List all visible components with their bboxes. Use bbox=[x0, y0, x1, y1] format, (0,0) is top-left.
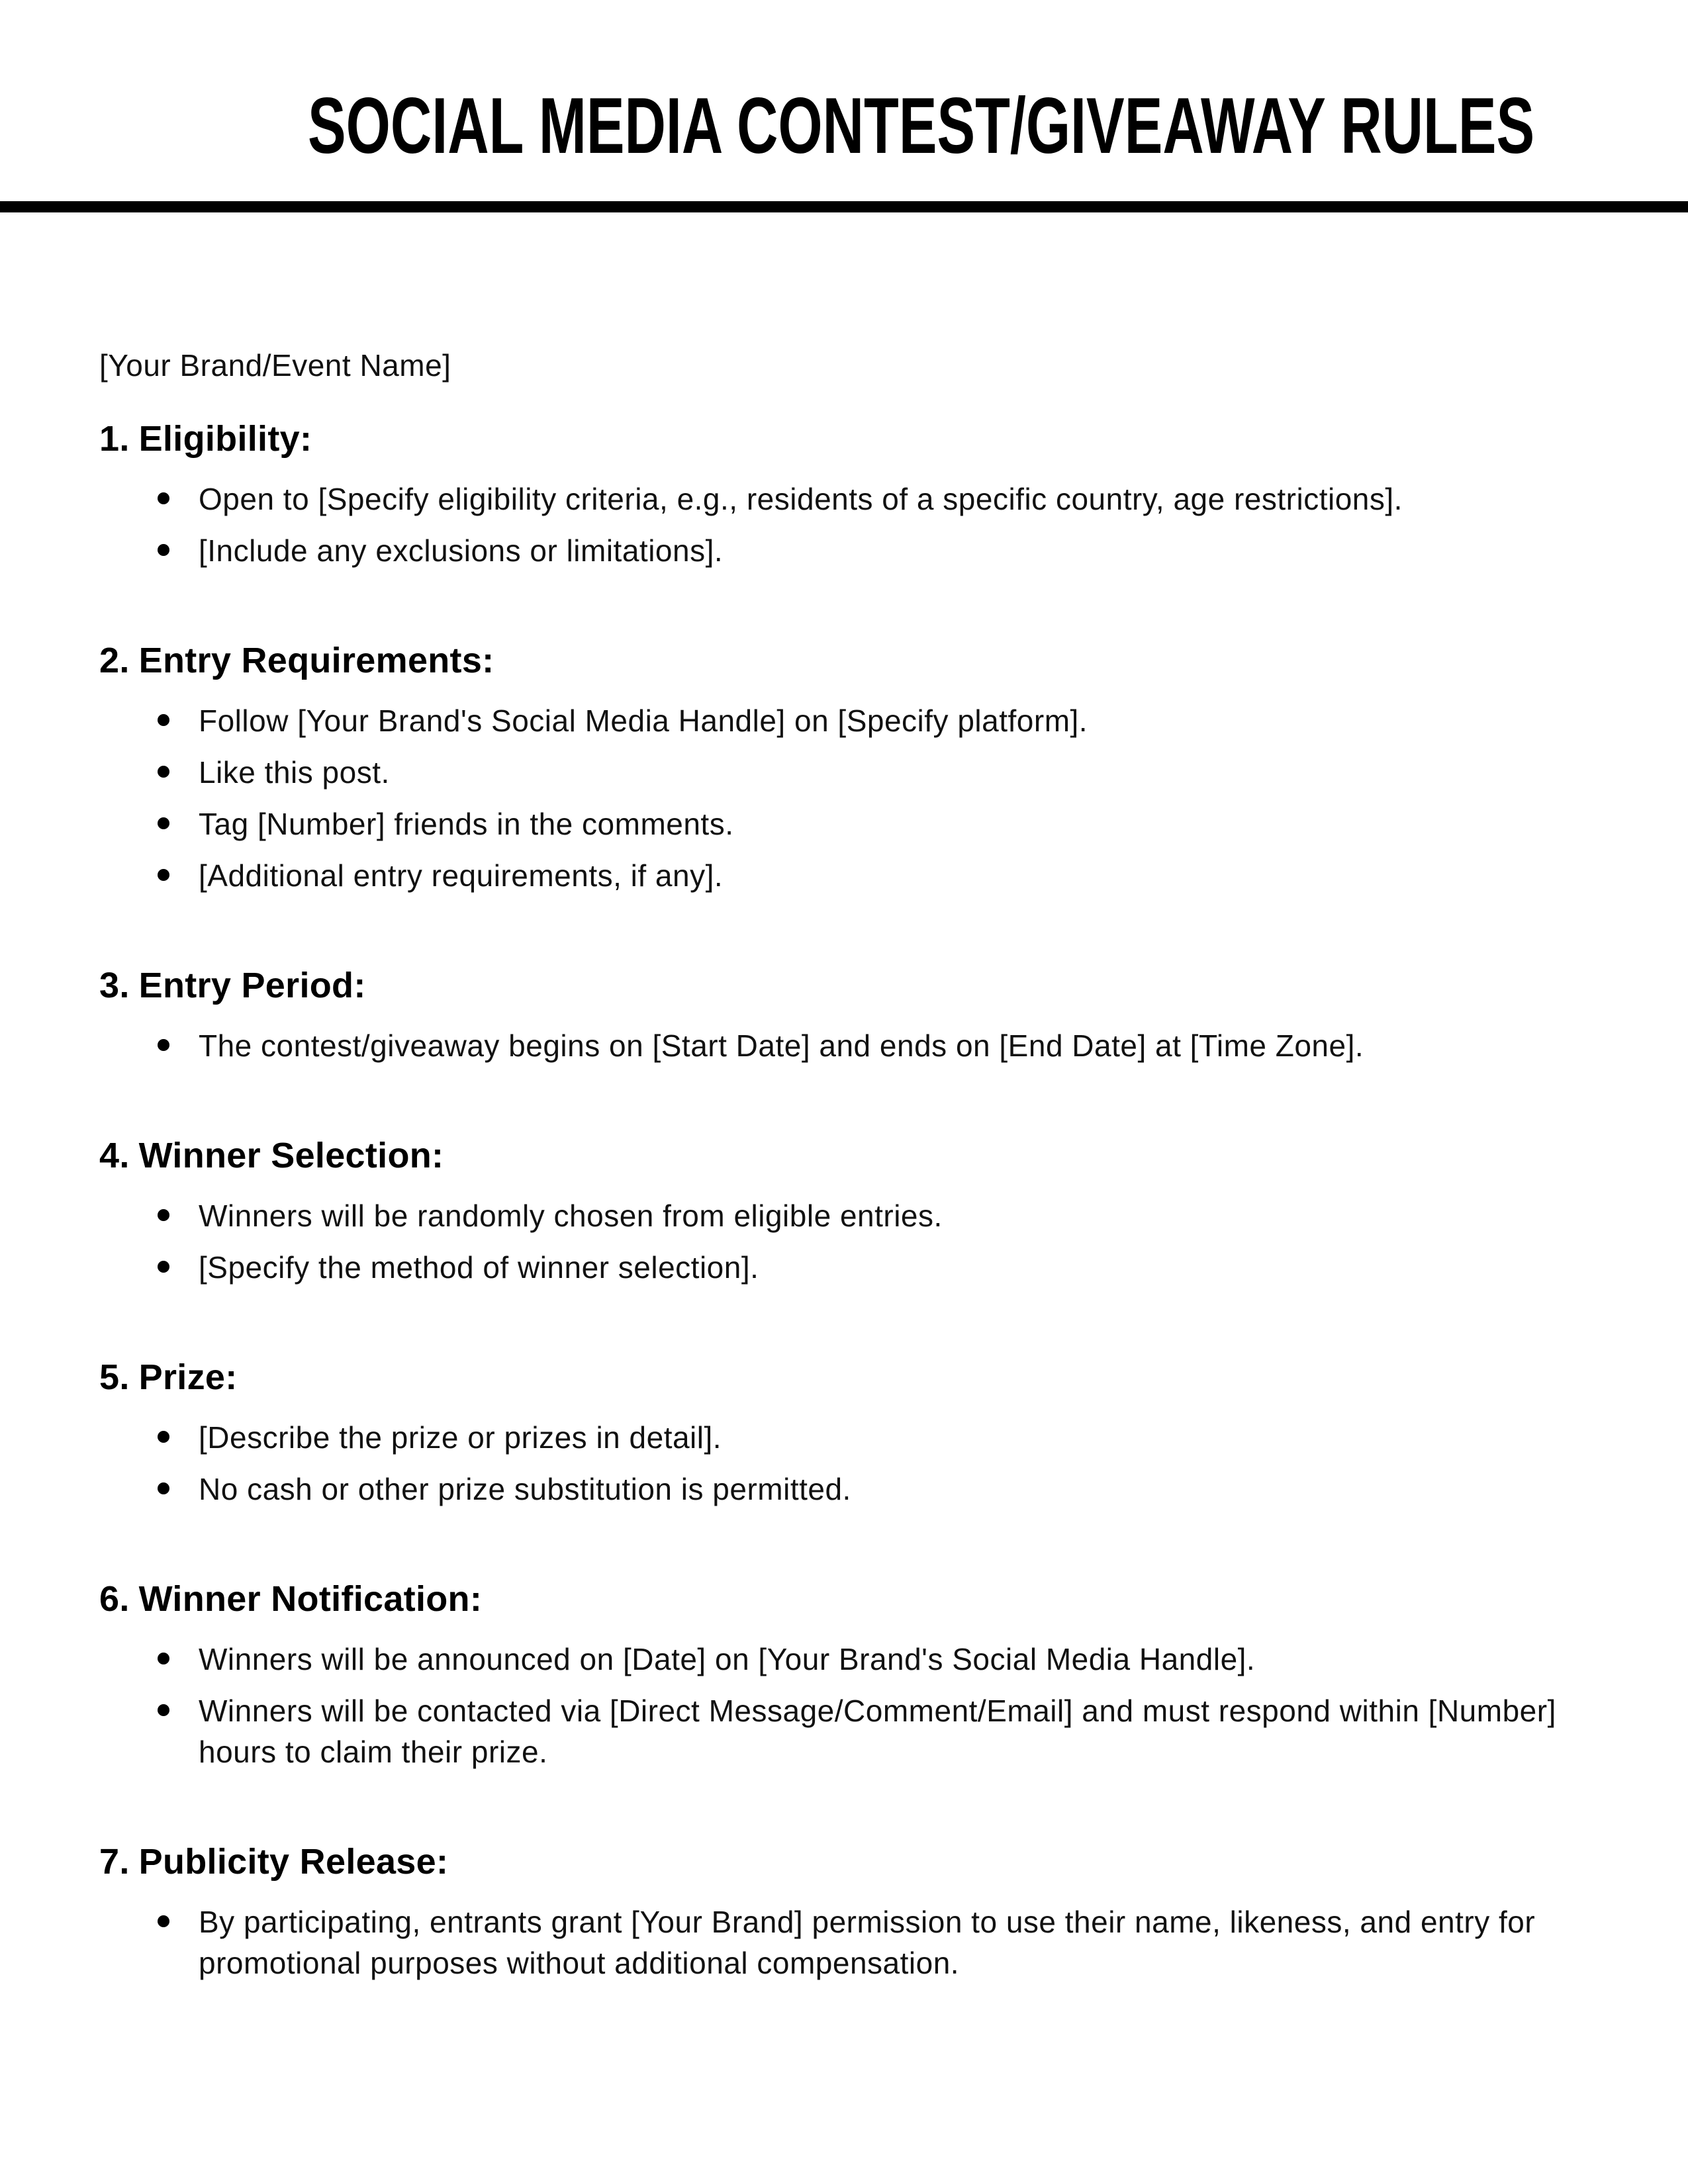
section-label: Winner Notification: bbox=[138, 1579, 483, 1619]
section-label: Entry Period: bbox=[138, 966, 366, 1005]
list-item: The contest/giveaway begins on [Start Date] and ends on [End Date] at [Time Zone]. bbox=[99, 1025, 1589, 1066]
section-entry-requirements bbox=[99, 641, 1589, 896]
list-item: Winners will be contacted via [Direct Message/Comment/Email] and must respond within [Number] hours to claim their prize. bbox=[99, 1690, 1589, 1772]
list-item: No cash or other prize substitution is permitted. bbox=[99, 1469, 1589, 1510]
section-label: Prize: bbox=[138, 1357, 238, 1397]
section-bullet-list bbox=[99, 1901, 1589, 1983]
section-number: 6. bbox=[99, 1579, 130, 1619]
brand-event-name-placeholder: [Your Brand/Event Name] bbox=[99, 348, 451, 383]
section-heading bbox=[99, 966, 1589, 1005]
section-number: 7. bbox=[99, 1842, 130, 1882]
section-label: Entry Requirements: bbox=[138, 641, 494, 680]
list-item: Like this post. bbox=[99, 752, 1589, 793]
section-heading bbox=[99, 1579, 1589, 1619]
section-heading bbox=[99, 1842, 1589, 1882]
title-divider bbox=[0, 201, 1688, 212]
section-heading bbox=[99, 641, 1589, 680]
section-winner-selection bbox=[99, 1136, 1589, 1288]
section-publicity-release bbox=[99, 1842, 1589, 1983]
section-bullet-list bbox=[99, 1639, 1589, 1772]
document-title: SOCIAL MEDIA CONTEST/GIVEAWAY RULES bbox=[307, 81, 1535, 170]
section-number: 3. bbox=[99, 966, 130, 1005]
section-bullet-list bbox=[99, 700, 1589, 896]
section-heading bbox=[99, 1136, 1589, 1175]
section-number: 5. bbox=[99, 1357, 130, 1397]
list-item: Winners will be announced on [Date] on [Your Brand's Social Media Handle]. bbox=[99, 1639, 1589, 1680]
section-entry-period bbox=[99, 966, 1589, 1066]
list-item: Follow [Your Brand's Social Media Handle] on [Specify platform]. bbox=[99, 700, 1589, 741]
section-prize bbox=[99, 1357, 1589, 1510]
section-heading bbox=[99, 1357, 1589, 1397]
list-item: [Describe the prize or prizes in detail]. bbox=[99, 1417, 1589, 1458]
section-bullet-list bbox=[99, 1195, 1589, 1288]
list-item: [Include any exclusions or limitations]. bbox=[99, 530, 1589, 571]
section-number: 4. bbox=[99, 1136, 130, 1175]
section-label: Publicity Release: bbox=[138, 1842, 449, 1882]
section-bullet-list bbox=[99, 1025, 1589, 1066]
section-eligibility bbox=[99, 419, 1589, 571]
section-bullet-list bbox=[99, 1417, 1589, 1510]
list-item: Tag [Number] friends in the comments. bbox=[99, 803, 1589, 844]
section-heading bbox=[99, 419, 1589, 459]
section-number: 2. bbox=[99, 641, 130, 680]
section-number: 1. bbox=[99, 419, 130, 459]
section-label: Eligibility: bbox=[138, 419, 312, 459]
list-item: By participating, entrants grant [Your Brand] permission to use their name, likeness, and entry for promotional purposes without additional compensation. bbox=[99, 1901, 1589, 1983]
list-item: Open to [Specify eligibility criteria, e.g., residents of a specific country, age restrictions]. bbox=[99, 478, 1589, 520]
list-item: [Additional entry requirements, if any]. bbox=[99, 855, 1589, 896]
section-label: Winner Selection: bbox=[138, 1136, 444, 1175]
section-winner-notification bbox=[99, 1579, 1589, 1772]
section-bullet-list bbox=[99, 478, 1589, 571]
list-item: [Specify the method of winner selection]. bbox=[99, 1247, 1589, 1288]
list-item: Winners will be randomly chosen from eligible entries. bbox=[99, 1195, 1589, 1236]
